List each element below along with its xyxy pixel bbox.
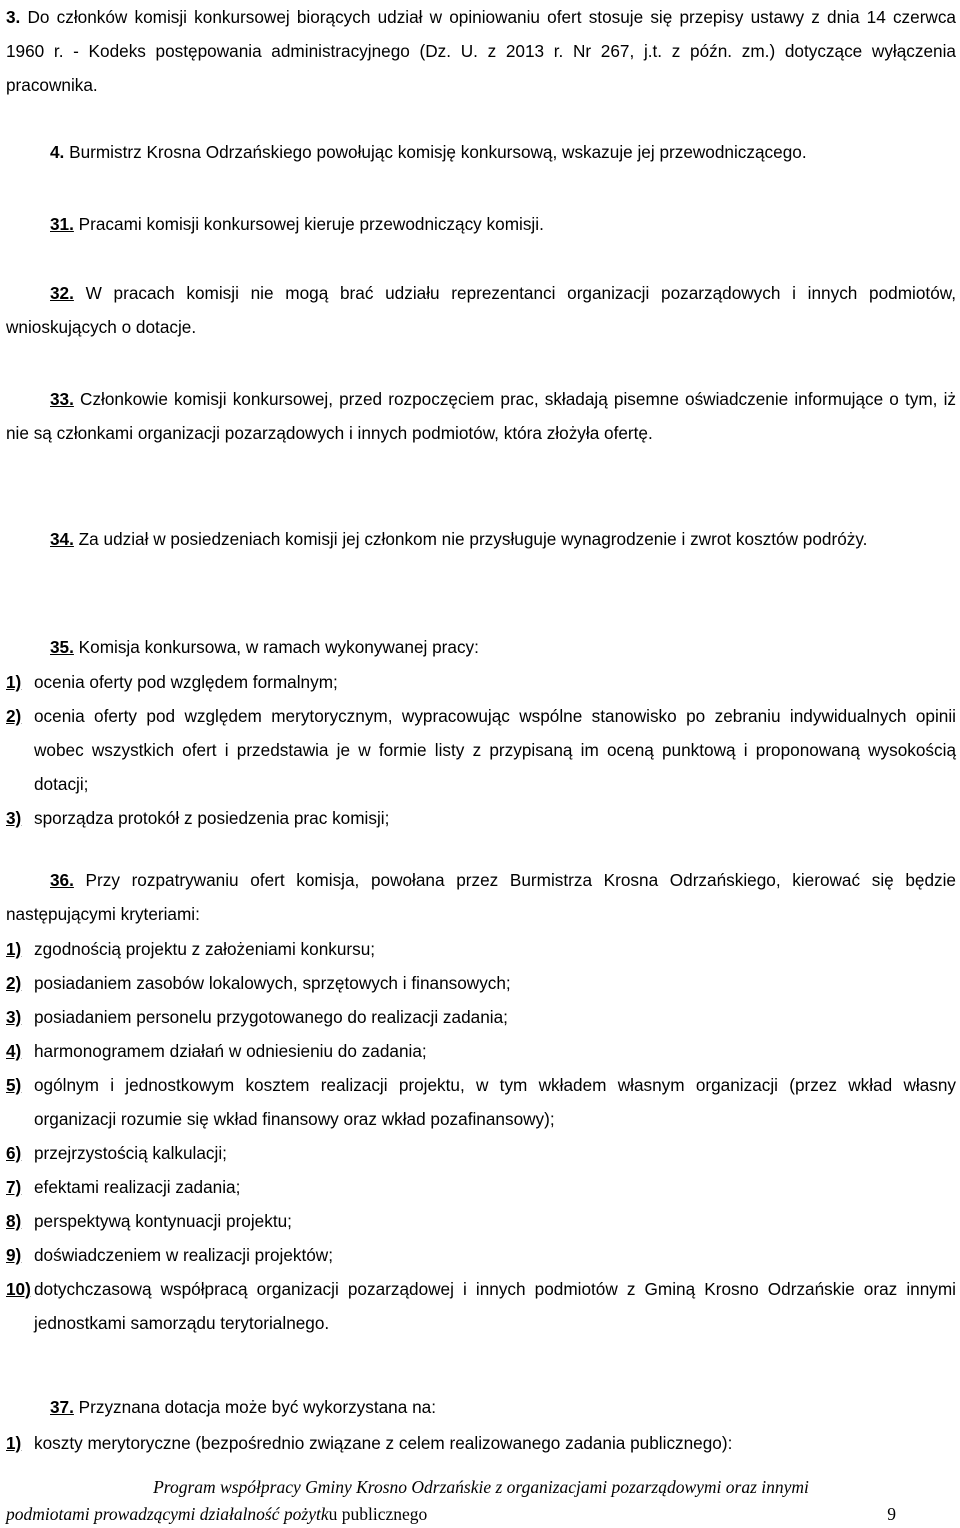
list-item-number: 1) — [6, 939, 22, 959]
section-text: Członkowie komisji konkursowej, przed rozpoczęciem prac, składają pisemne oświadczenie informujące o tym, iż nie są członkami organizacji pozarządowych i innych podmiotów, która złożyła ofertę. — [6, 389, 956, 443]
footer-line-2-italic: podmiotami prowadzącymi działalność pożytk — [6, 1504, 329, 1524]
footer-line-2 — [6, 1501, 956, 1528]
list-item — [6, 932, 956, 966]
paragraph-4 — [6, 135, 956, 169]
list-item-text: sporządza protokół z posiedzenia prac komisji; — [34, 808, 390, 828]
list-item-number: 2) — [6, 706, 22, 726]
list-item-number: 1) — [6, 672, 22, 692]
section-35-list — [6, 665, 956, 835]
list-item-number: 2) — [6, 973, 22, 993]
list-item-text: harmonogramem działań w odniesieniu do zadania; — [34, 1041, 427, 1061]
section-text: W pracach komisji nie mogą brać udziału reprezentanci organizacji pozarządowych i innych podmiotów, wnioskujących o dotacje. — [6, 283, 956, 337]
list-item-text: efektami realizacji zadania; — [34, 1177, 241, 1197]
paragraph-text: Do członków komisji konkursowej biorących udział w opiniowaniu ofert stosuje się przepisy ustawy z dnia 14 czerwca 1960 r. - Kodeks postępowania administracyjnego (Dz. U. z 2013 r. Nr 267, j.t. z późn. zm.) dotyczące wyłączenia pracownika. — [6, 7, 956, 95]
list-item — [6, 665, 956, 699]
section-36-list — [6, 932, 956, 1340]
list-item-text: posiadaniem zasobów lokalowych, sprzętowych i finansowych; — [34, 973, 511, 993]
list-item-text: ocenia oferty pod względem formalnym; — [34, 672, 338, 692]
section-number: 31. — [50, 214, 74, 234]
document-page — [6, 0, 956, 1528]
list-item-text: posiadaniem personelu przygotowanego do realizacji zadania; — [34, 1007, 508, 1027]
list-item-text: przejrzystością kalkulacji; — [34, 1143, 227, 1163]
list-item — [6, 1272, 956, 1340]
section-34 — [6, 522, 956, 556]
list-item-number: 6) — [6, 1143, 22, 1163]
list-item-text: zgodnością projektu z założeniami konkursu; — [34, 939, 376, 959]
list-item — [6, 1426, 956, 1460]
list-item — [6, 801, 956, 835]
list-item-text: doświadczeniem w realizacji projektów; — [34, 1245, 333, 1265]
page-footer — [6, 1474, 956, 1528]
list-item — [6, 1170, 956, 1204]
footer-line-2-plain: u publicznego — [328, 1504, 428, 1524]
list-item-number: 1) — [6, 1433, 22, 1453]
list-item-number: 7) — [6, 1177, 22, 1197]
list-item — [6, 1000, 956, 1034]
list-item — [6, 699, 956, 801]
section-text: Za udział w posiedzeniach komisji jej członkom nie przysługuje wynagrodzenie i zwrot kosztów podróży. — [73, 529, 868, 549]
list-item-text: perspektywą kontynuacji projektu; — [34, 1211, 292, 1231]
section-35 — [6, 630, 956, 664]
list-item — [6, 1034, 956, 1068]
list-item — [6, 1136, 956, 1170]
section-number: 33. — [50, 389, 74, 409]
section-text: Przyznana dotacja może być wykorzystana na: — [73, 1397, 436, 1417]
list-item-number: 5) — [6, 1075, 22, 1095]
paragraph-number: 3. — [6, 7, 21, 27]
section-33 — [6, 382, 956, 450]
section-36 — [6, 863, 956, 931]
section-number: 37. — [50, 1397, 74, 1417]
list-item — [6, 1068, 956, 1136]
paragraph-number: 4. — [50, 142, 65, 162]
section-37-list — [6, 1426, 956, 1460]
list-item-number: 4) — [6, 1041, 22, 1061]
section-31 — [6, 207, 956, 241]
page-number: 9 — [887, 1504, 896, 1524]
section-number: 34. — [50, 529, 74, 549]
list-item-text: ocenia oferty pod względem merytorycznym, wypracowując wspólne stanowisko po zebraniu indywidualnych opinii wobec wszystkich ofert i przedstawia je w formie listy z przypisaną im oceną punktową i proponowaną wysokością dotacji; — [34, 706, 956, 794]
list-item — [6, 1238, 956, 1272]
section-text: Przy rozpatrywaniu ofert komisja, powołana przez Burmistrza Krosna Odrzańskiego, kierować się będzie następującymi kryteriami: — [6, 870, 956, 924]
footer-line-1: Program współpracy Gminy Krosno Odrzańskie z organizacjami pozarządowymi oraz innymi — [153, 1477, 809, 1497]
list-item-number: 3) — [6, 808, 22, 828]
section-number: 32. — [50, 283, 74, 303]
paragraph-3 — [6, 0, 956, 102]
list-item — [6, 1204, 956, 1238]
list-item-number: 3) — [6, 1007, 22, 1027]
list-item-number: 8) — [6, 1211, 22, 1231]
list-item-number: 9) — [6, 1245, 22, 1265]
section-32 — [6, 276, 956, 344]
section-text: Pracami komisji konkursowej kieruje przewodniczący komisji. — [73, 214, 544, 234]
list-item-number: 10) — [6, 1279, 31, 1299]
list-item-text: ogólnym i jednostkowym kosztem realizacji projektu, w tym wkładem własnym organizacji (przez wkład własny organizacji rozumie się wkład finansowy oraz wkład pozafinansowy); — [34, 1075, 956, 1129]
section-37 — [6, 1390, 956, 1424]
list-item-text: koszty merytoryczne (bezpośrednio związane z celem realizowanego zadania publicznego): — [34, 1433, 733, 1453]
section-number: 36. — [50, 870, 74, 890]
section-text: Komisja konkursowa, w ramach wykonywanej pracy: — [73, 637, 479, 657]
list-item — [6, 966, 956, 1000]
paragraph-text: Burmistrz Krosna Odrzańskiego powołując komisję konkursową, wskazuje jej przewodniczącego. — [64, 142, 807, 162]
section-number: 35. — [50, 637, 74, 657]
list-item-text: dotychczasową współpracą organizacji pozarządowej i innych podmiotów z Gminą Krosno Odrzańskie oraz innymi jednostkami samorządu terytorialnego. — [34, 1279, 956, 1333]
